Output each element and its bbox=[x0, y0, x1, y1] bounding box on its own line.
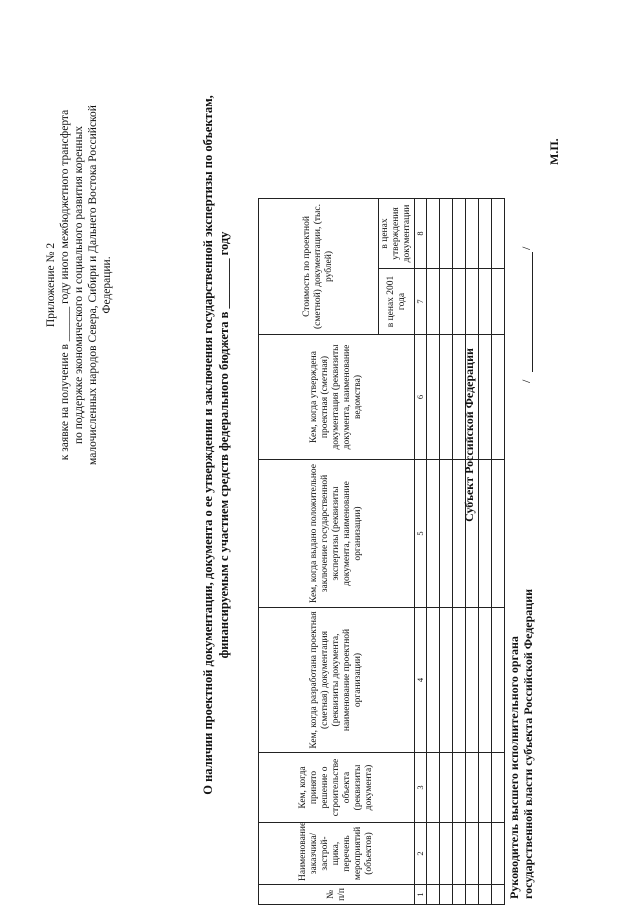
signature-underline bbox=[532, 252, 533, 372]
appendix-header bbox=[44, 60, 114, 510]
header-cell-cost-2001: в ценах 2001 года bbox=[379, 269, 415, 335]
title-line: финансируемым с участием средств федерального бюджета в ________ году bbox=[217, 231, 231, 659]
stamp-label: М.П. bbox=[547, 138, 561, 165]
column-number-row bbox=[415, 28, 427, 904]
header-cell-number: № п/п bbox=[259, 885, 415, 905]
header-cell-expertise: Кем, когда выдано положительное заключение государственной экспертизы (реквизиты документа, наименование организации) bbox=[259, 460, 415, 608]
table-row bbox=[492, 28, 505, 904]
header-cell-decision: Кем, когда принято решение о строительстве объекта (реквизиты документа) bbox=[259, 753, 415, 823]
column-number: 3 bbox=[415, 753, 427, 823]
appendix-line: по поддержке экономического и социального развития коренных bbox=[73, 125, 85, 445]
column-number: 2 bbox=[415, 823, 427, 885]
appendix-number: Приложение № 2 bbox=[45, 242, 57, 328]
signature-line: государственной власти субъекта Российской Федерации bbox=[521, 588, 535, 899]
column-number: 8 bbox=[415, 198, 427, 268]
appendix-line: к заявке на получение в ______ году иного межбюджетного трансферта bbox=[59, 109, 71, 461]
table-row bbox=[427, 28, 440, 904]
signature-line: Руководитель высшего исполнительного органа bbox=[507, 636, 521, 899]
header-cell-customer: Наименование заказчика/застрой-щика, перечень мероприятий (объектов) bbox=[259, 823, 415, 885]
signature-slash: / bbox=[519, 246, 533, 250]
header-row bbox=[259, 28, 379, 904]
table-row bbox=[479, 28, 492, 904]
column-number: 7 bbox=[415, 269, 427, 335]
blank-cell bbox=[259, 28, 415, 198]
header-cell-approval: Кем, когда утверждена проектная (сметная) документация (реквизиты документа, наименование ведомства) bbox=[259, 335, 415, 460]
blank-cell bbox=[415, 28, 427, 198]
signature-block bbox=[507, 449, 535, 899]
appendix-line: Федерации. bbox=[101, 256, 113, 314]
table-row bbox=[440, 28, 453, 904]
title-line: О наличии проектной документации, документа о ее утверждении и заключения государственной экспертизы по объектам, bbox=[201, 95, 215, 795]
header-cell-cost-approval: в ценах утверждения документации bbox=[379, 198, 415, 268]
subject-label: Субъект Российской Федерации bbox=[462, 348, 476, 522]
column-number: 6 bbox=[415, 335, 427, 460]
column-number: 1 bbox=[415, 885, 427, 905]
column-number: 4 bbox=[415, 608, 427, 753]
column-number: 5 bbox=[415, 460, 427, 608]
signature-slash: / bbox=[519, 379, 533, 383]
header-cell-cost: Стоимость по проектной (сметной) документации, (тыс. рублей) bbox=[259, 198, 379, 334]
header-cell-developer: Кем, когда разработана проектная (сметная) документация (реквизиты документа, наименование проектной организации) bbox=[259, 608, 415, 753]
appendix-line: малочисленных народов Севера, Сибири и Дальнего Востока Российской bbox=[87, 105, 99, 465]
document-title bbox=[200, 5, 232, 885]
